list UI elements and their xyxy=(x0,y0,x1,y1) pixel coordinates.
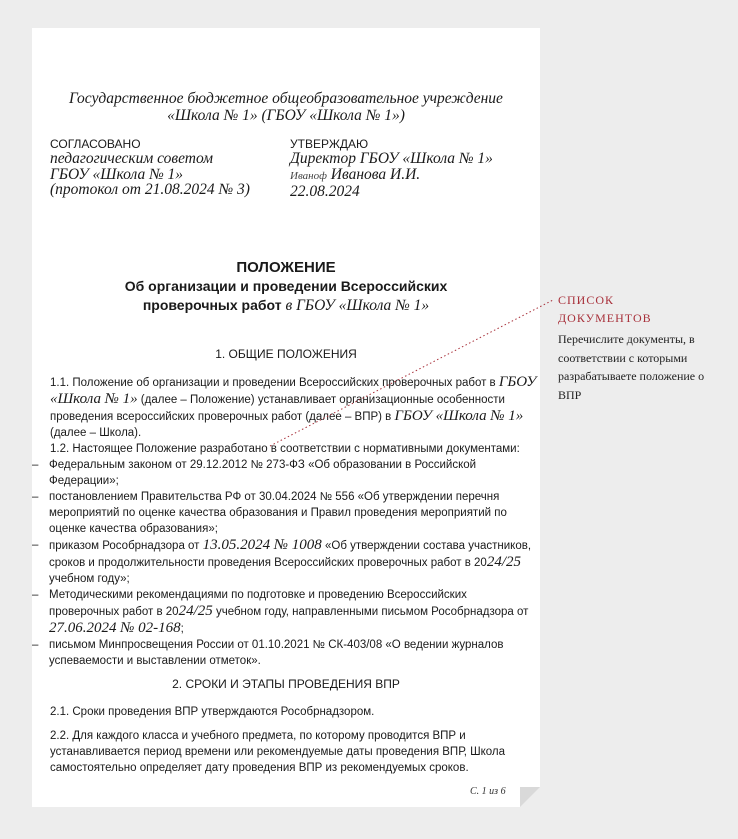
paragraph-2-2: 2.2. Для каждого класса и учебного предмета, по которому проводится ВПР и устанавливается период времени или рекомендуемые даты проведения ВПР, Школа самостоятельно определяет дату проведения ВПР из рекомендуемых сроков. xyxy=(50,730,506,774)
handwritten-signature: Иваноф xyxy=(290,169,327,182)
sidenote-body: Перечислите документы, в соответствии с которыми разрабатываете положение о ВПР xyxy=(558,332,705,402)
p1-text-b: (далее – Положение) устанавливает организационные особенности проведения всероссийских проверочных работ (далее – ВПР) в xyxy=(50,394,505,423)
title-heading: ПОЛОЖЕНИЕ xyxy=(236,259,336,276)
list-item: – постановлением Правительства РФ от 30.04.2024 № 556 «Об утверждении перечня мероприятий по оценке качества образования и Правил проведения мероприятий по оценке качества образования»; xyxy=(32,489,538,537)
item4-text-c: ; xyxy=(180,623,184,635)
paragraph-2-1: 2.1. Сроки проведения ВПР утверждаются Рособрнадзором. xyxy=(50,706,375,718)
p1-school-1: ГБОУ «Школа № 1» xyxy=(50,374,537,407)
item3-text-c: учебном году»; xyxy=(49,573,130,585)
p2-intro: 1.2. Настоящее Положение разработано в соответствии с нормативными документами: xyxy=(50,443,520,455)
item4-text-b: учебном году, направленными письмом Рособрнадзора от xyxy=(215,606,529,618)
director-title: Директор ГБОУ «Школа № 1» xyxy=(290,150,493,167)
p1-text-a: 1.1. Положение об организации и проведении Всероссийских проверочных работ в xyxy=(50,377,496,389)
title-line-1: Об организации и проведении Всероссийских xyxy=(124,278,448,294)
sidenote-title-line-1: СПИСОК xyxy=(558,293,615,307)
sidenote-title xyxy=(558,291,652,327)
title-line-2-bold: проверочных работ xyxy=(142,297,282,313)
item3-text-a: приказом Рособрнадзора от xyxy=(49,540,200,552)
approved-line-1: педагогическим советом xyxy=(50,150,214,167)
item3-date: 13.05.2024 № 1008 xyxy=(202,537,322,553)
section-1-heading: 1. ОБЩИЕ ПОЛОЖЕНИЯ xyxy=(215,347,357,361)
title-line-2-italic: в ГБОУ «Школа № 1» xyxy=(285,297,430,314)
approved-line-3: (протокол от 21.08.2024 № 3) xyxy=(50,181,250,198)
list-item: – Федеральным законом от 29.12.2012 № 273-ФЗ «Об образовании в Российской Федерации»; xyxy=(32,457,538,489)
sidenote-title-line-2: ДОКУМЕНТОВ xyxy=(558,311,652,325)
approved-line-2: ГБОУ «Школа № 1» xyxy=(50,165,184,183)
list-item: – письмом Минпросвещения России от 01.10.2021 № СК-403/08 «О ведении журналов успеваемости и выставлении отметок». xyxy=(32,637,538,669)
org-line-1: Государственное бюджетное общеобразовательное учреждение xyxy=(69,90,503,107)
page-number: С. 1 из 6 xyxy=(470,786,506,797)
item3-year: 24/25 xyxy=(486,554,521,570)
p1-text-c: (далее – Школа). xyxy=(50,427,142,439)
item4-date: 27.06.2024 № 02-168 xyxy=(49,620,181,636)
director-name: Иванова И.И. xyxy=(330,165,421,183)
confirmed-label: УТВЕРЖДАЮ xyxy=(290,137,369,151)
section-2-heading: 2. СРОКИ И ЭТАПЫ ПРОВЕДЕНИЯ ВПР xyxy=(172,677,400,691)
item4-year: 24/25 xyxy=(178,603,213,619)
approved-label: СОГЛАСОВАНО xyxy=(50,137,141,151)
p1-school-2: ГБОУ «Школа № 1» xyxy=(394,408,524,424)
item4-text-a: Методическими рекомендациями по подготовке и проведению Всероссийских проверочных работ в 20 xyxy=(49,589,467,618)
confirmed-date: 22.08.2024 xyxy=(290,183,360,200)
item3-text-b: «Об утверждении состава участников, сроков и продолжительности проведения Всероссийских проверочных работ в 20 xyxy=(49,540,532,569)
org-line-2: «Школа № 1» (ГБОУ «Школа № 1») xyxy=(167,107,405,124)
